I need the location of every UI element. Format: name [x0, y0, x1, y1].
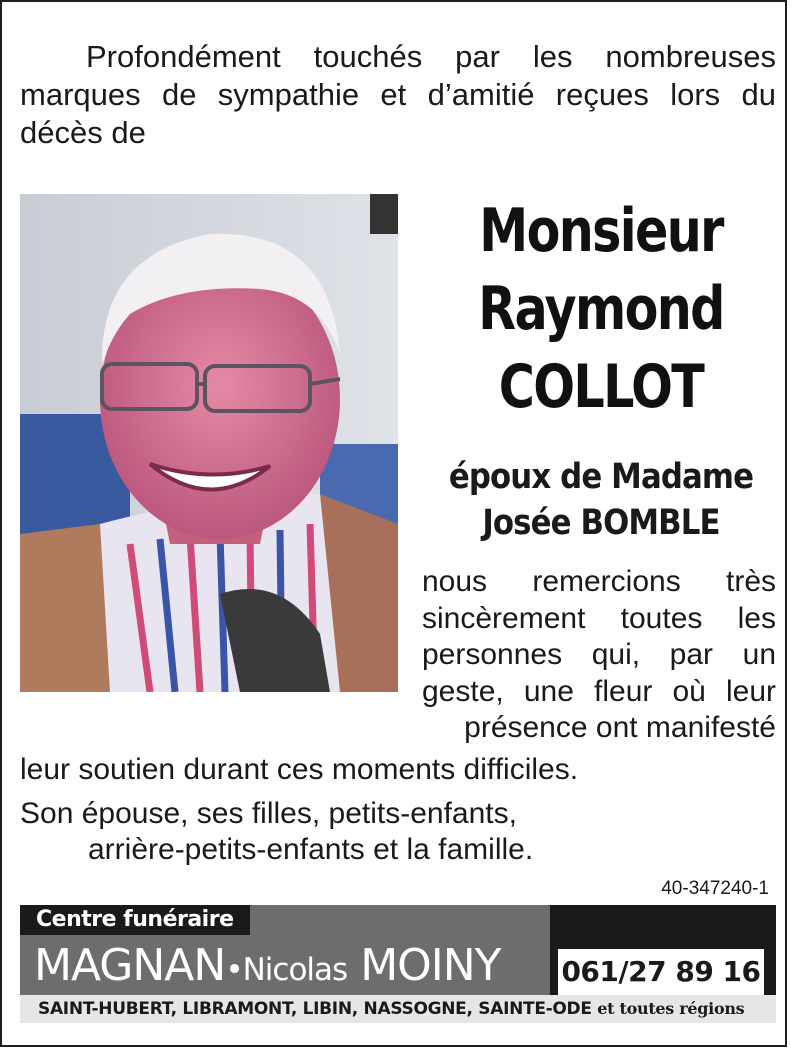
funeral-home-name-3: MOINY	[360, 940, 501, 991]
towns-list: SAINT-HUBERT, LIBRAMONT, LIBIN, NASSOGNE, SAINTE-ODE	[38, 999, 592, 1019]
family-line-1: Son épouse, ses filles, petits-enfants,	[20, 797, 517, 830]
deceased-title: Monsieur	[479, 196, 723, 266]
spouse-line-2: Josée BOMBLE	[482, 503, 720, 543]
funeral-home-name-2: Nicolas	[242, 952, 348, 988]
banner-name-panel	[20, 905, 550, 995]
thanks-text: nous remercions très sincèrement toutes les personnes qui, par un geste, une fleur où leur présence ont manifesté	[422, 565, 776, 744]
thanks-text-continued: leur soutien durant ces moments difficiles.	[20, 753, 579, 786]
phone-panel	[550, 905, 776, 995]
banner-label: Centre funéraire	[20, 905, 250, 935]
deceased-first-name: Raymond	[478, 274, 724, 344]
funeral-home-name	[34, 939, 501, 997]
funeral-home-name-1: MAGNAN	[34, 940, 226, 991]
phone-number: 061/27 89 16	[558, 949, 764, 995]
deceased-name	[416, 192, 786, 426]
deceased-last-name: COLLOT	[498, 352, 704, 422]
funeral-home-banner	[20, 905, 776, 1023]
reference-number: 40-347240-1	[661, 878, 769, 899]
intro-text: Profondément touchés par les nombreuses marques de sympathie et d’amitié reçues lors du décès de	[20, 39, 776, 150]
towns-suffix: et toutes régions	[597, 999, 745, 1018]
name-bullet: •	[225, 952, 243, 988]
spouse-info	[416, 454, 786, 546]
portrait-photo	[20, 194, 398, 692]
spouse-line-1: époux de Madame	[448, 457, 754, 497]
towns-served	[20, 995, 776, 1023]
family-line-2: arrière-petits-enfants et la famille.	[88, 833, 534, 866]
